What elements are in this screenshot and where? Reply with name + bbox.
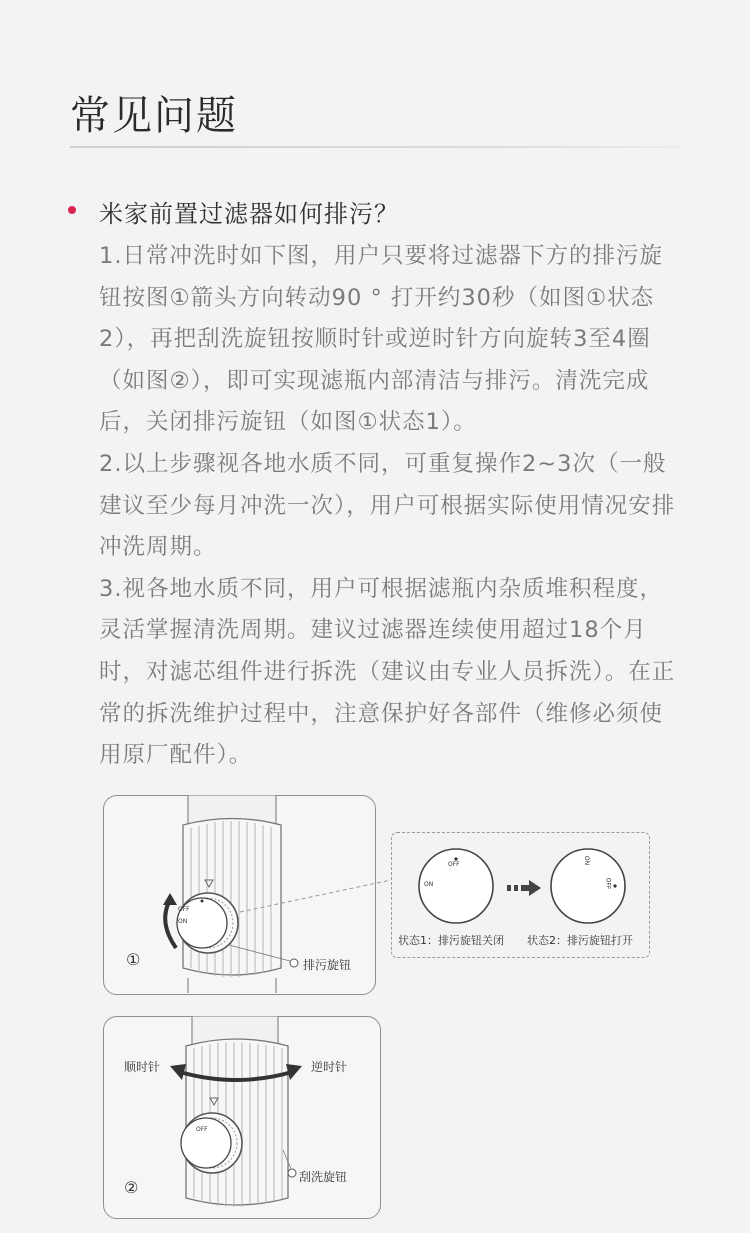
drain-knob-callout: 排污旋钮 [303, 958, 352, 972]
scrape-knob-callout: 刮洗旋钮 [299, 1170, 348, 1184]
faq-question: 米家前置过滤器如何排污？ [99, 200, 399, 228]
answer-step-1: 1.日常冲洗时如下图，用户只要将过滤器下方的排污旋钮按图①箭头方向转动90 ° 打开约30秒（如图①状态2），再把刮洗旋钮按顺时针或逆时针方向旋转3至4圈（如图②），即可实现滤瓶内部清洁与排污。清洗完成后，关闭排污旋钮（如图①状态1）。 [99, 243, 663, 436]
state-2-off-label: OFF [604, 877, 612, 890]
clockwise-label: 顺时针 [124, 1060, 161, 1074]
counterclockwise-label: 逆时针 [311, 1060, 348, 1074]
state-2-on-label: ON [583, 855, 591, 866]
state-1-on-label: ON [424, 881, 434, 888]
page-title: 常见问题 [70, 93, 238, 139]
state-1-off-label: OFF [448, 861, 460, 868]
figure-2-number: ② [124, 1178, 139, 1197]
answer-step-3: 3.视各地水质不同，用户可根据滤瓶内杂质堆积程度，灵活掌握清洗周期。建议过滤器连续使用超过18个月时，对滤芯组件进行拆洗（建议由专业人员拆洗）。在正常的拆洗维护过程中，注意保护好各部件（维修必须使用原厂配件）。 [99, 575, 676, 769]
knob-off-label: OFF [178, 906, 190, 913]
filter-housing-2 [181, 1016, 296, 1207]
knob-on-label: ON [178, 918, 188, 925]
state-1-caption: 状态1：排污旋钮关闭 [398, 934, 504, 947]
answer-step-2: 2.以上步骤视各地水质不同，可重复操作2~3次（一般建议至少每月冲洗一次），用户可根据实际使用情况安排冲洗周期。 [99, 450, 676, 561]
arrow-right-icon [507, 880, 541, 896]
knob-2-off-label: OFF [196, 1126, 208, 1133]
filter-housing-1 [163, 795, 298, 993]
state-2-caption: 状态2：排污旋钮打开 [527, 934, 633, 947]
figure-1-number: ① [126, 950, 141, 969]
